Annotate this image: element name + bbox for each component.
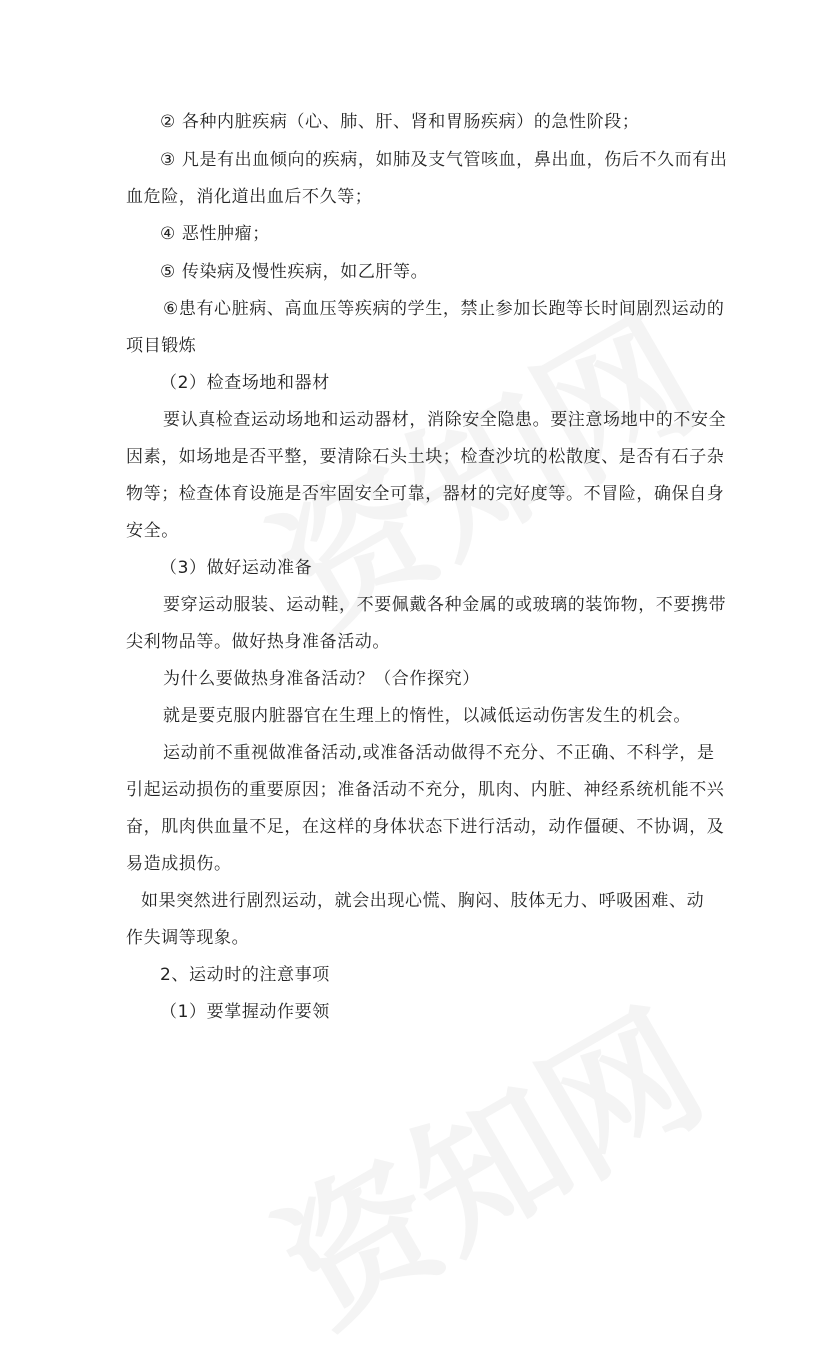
text-line: ④ 恶性肿瘤； [160,224,270,244]
text-line: ② 各种内脏疾病（心、肺、肝、肾和胃肠疾病）的急性阶段； [160,112,640,132]
text-line: 就是要克服内脏器官在生理上的惰性，以减低运动伤害发生的机会。 [163,706,691,726]
text-line: ⑥患有心脏病、高血压等疾病的学生，禁止参加长跑等长时间剧烈运动的 [163,299,725,319]
text-line: 为什么要做热身准备活动？（合作探究） [163,669,480,689]
text-line: ③ 凡是有出血倾向的疾病，如肺及支气管咳血，鼻出血，伤后不久而有出 [160,150,728,170]
text-line: 因素，如场地是否平整，要清除石头土块；检查沙坑的松散度、是否有石子杂 [126,447,725,467]
text-line: （2）检查场地和器材 [160,373,330,393]
text-line: （3）做好运动准备 [160,558,313,578]
text-line: 奋，肌肉供血量不足，在这样的身体状态下进行活动，动作僵硬、不协调，及 [126,817,725,837]
text-line: 如果突然进行剧烈运动，就会出现心慌、胸闷、肢体无力、呼吸困难、动 [141,891,705,911]
text-line: 运动前不重视做准备活动,或准备活动做得不充分、不正确、不科学，是 [163,743,715,763]
text-line: 尖利物品等。做好热身准备活动。 [126,632,390,652]
text-line: ⑤ 传染病及慢性疾病，如乙肝等。 [160,262,429,282]
text-line: 易造成损伤。 [126,854,232,874]
text-line: 要穿运动服装、运动鞋，不要佩戴各种金属的或玻璃的装饰物，不要携带 [163,595,727,615]
text-line: 物等；检查体育设施是否牢固安全可靠，器材的完好度等。不冒险，确保自身 [126,484,725,504]
text-line: （1）要掌握动作要领 [160,1002,330,1022]
text-line: 2、运动时的注意事项 [160,965,330,985]
text-line: 血危险，消化道出血后不久等； [126,187,373,207]
text-line: 作失调等现象。 [126,928,250,948]
text-line: 项目锻炼 [126,336,197,356]
text-line: 引起运动损伤的重要原因；准备活动不充分，肌肉、内脏、神经系统机能不兴 [126,780,725,800]
text-line: 安全。 [126,521,179,541]
text-line: 要认真检查运动场地和运动器材，消除安全隐患。要注意场地中的不安全 [163,410,727,430]
